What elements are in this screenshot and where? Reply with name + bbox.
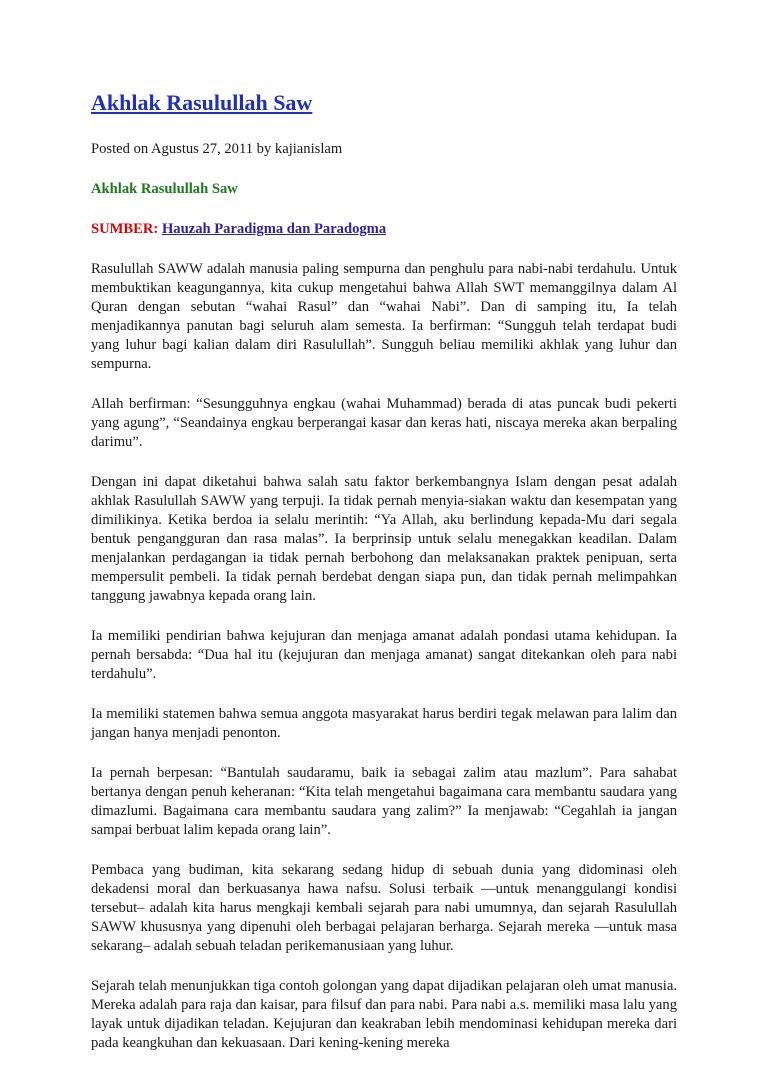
- source-link[interactable]: Hauzah Paradigma dan Paradogma: [161, 221, 387, 237]
- paragraph-6: Ia pernah berpesan: “Bantulah saudaramu, baik ia sebagai zalim atau mazlum”. Para sahabat bertanya dengan penuh keheranan: “Kita telah mengetahui bagaimana cara membantu saudara yang dimazlumi. Bagaimana cara membantu saudara yang zalim?” Ia menjawab: “Cegahlah ia jangan sampai berbuat lalim kepada orang lain”.: [91, 765, 677, 838]
- post-meta: Posted on Agustus 27, 2011 by kajianislam: [91, 141, 343, 157]
- paragraph-7: Pembaca yang budiman, kita sekarang sedang hidup di sebuah dunia yang didominasi oleh dekadensi moral dan berkuasanya hawa nafsu. Solusi terbaik —untuk menanggulangi kondisi tersebut– adalah kita harus mengkaji kembali sejarah para nabi umumnya, dan sejarah Rasulullah SAWW khususnya yang dipenuhi oleh berbagai pelajaran berharga. Sejarah mereka —untuk masa sekarang– adalah sebuah teladan perikemanusiaan yang luhur.: [91, 862, 677, 954]
- paragraph-3: Dengan ini dapat diketahui bahwa salah satu faktor berkembangnya Islam dengan pesat adalah akhlak Rasulullah SAWW yang terpuji. Ia tidak pernah menyia-siakan waktu dan kesempatan yang dimilikinya. Ketika berdoa ia selalu merintih: “Ya Allah, aku berlindung kepada-Mu dari segala bentuk pengangguran dan rasa malas”. Ia berprinsip untuk selalu menegakkan keadilan. Dalam menjalankan perdagangan ia tidak pernah berbohong dan melaksanakan praktek penipuan, serta mempersulit pembeli. Ia tidak pernah berdebat dengan siapa pun, dan tidak pernah melimpahkan tanggung jawabnya kepada orang lain.: [91, 474, 677, 604]
- article-subtitle: Akhlak Rasulullah Saw: [91, 181, 238, 197]
- paragraph-4: Ia memiliki pendirian bahwa kejujuran dan menjaga amanat adalah pondasi utama kehidupan. Ia pernah bersabda: “Dua hal itu (kejujuran dan menjaga amanat) sangat ditekankan oleh para nabi terdahulu”.: [91, 628, 677, 682]
- document-page: [91, 88, 677, 1074]
- paragraph-2: Allah berfirman: “Sesungguhnya engkau (wahai Muhammad) berada di atas puncak budi pekerti yang agung”, “Seandainya engkau berperangai kasar dan keras hati, niscaya mereka akan berpaling darimu”.: [91, 396, 677, 450]
- source-line: [91, 220, 677, 239]
- paragraph-5: Ia memiliki statemen bahwa semua anggota masyarakat harus berdiri tegak melawan para lalim dan jangan hanya menjadi penonton.: [91, 706, 677, 741]
- paragraph-8: Sejarah telah menunjukkan tiga contoh golongan yang dapat dijadikan pelajaran oleh umat manusia. Mereka adalah para raja dan kaisar, para filsuf dan para nabi. Para nabi a.s. memiliki masa lalu yang layak untuk dijadikan teladan. Kejujuran dan keakraban lebih mendominasi kehidupan mereka dari pada keangkuhan dan kekuasaan. Dari kening-kening mereka: [91, 978, 677, 1051]
- article-title-link[interactable]: Akhlak Rasulullah Saw: [91, 90, 313, 115]
- source-label: SUMBER:: [91, 221, 159, 237]
- paragraph-1: Rasulullah SAWW adalah manusia paling sempurna dan penghulu para nabi-nabi terdahulu. Untuk membuktikan keagungannya, kita cukup mengetahui bahwa Allah SWT memanggilnya dalam Al Quran dengan sebutan “wahai Rasul” dan “wahai Nabi”. Dan di samping itu, Ia telah menjadikannya panutan bagi seluruh alam semesta. Ia berfirman: “Sungguh telah terdapat budi yang luhur bagi kalian dalam diri Rasulullah”. Sungguh beliau memiliki akhlak yang luhur dan sempurna.: [91, 261, 677, 372]
